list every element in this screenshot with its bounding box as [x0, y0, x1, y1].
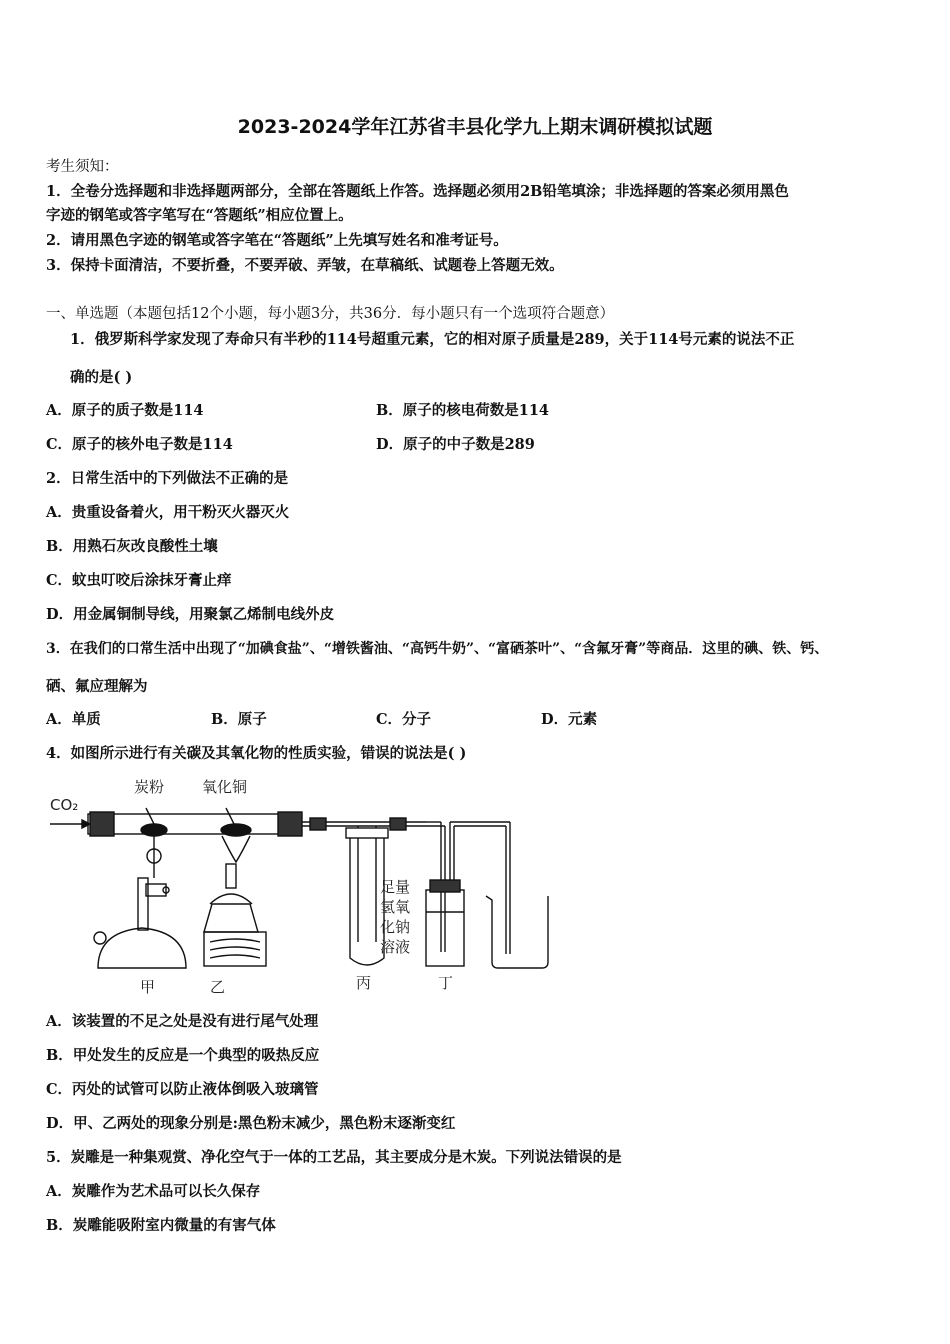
q2-option-b: B．用熟石灰改良酸性土壤: [46, 538, 218, 555]
q5-option-b: B．炭雕能吸附室内微量的有害气体: [46, 1217, 276, 1234]
naoh-label-3: 化钠: [380, 918, 411, 936]
q1-option-b: B．原子的核电荷数是114: [376, 402, 550, 419]
q5-option-a: A．炭雕作为艺术品可以长久保存: [46, 1183, 261, 1200]
q3-option-d: D．元素: [541, 711, 598, 728]
q1-option-d: D．原子的中子数是289: [376, 436, 535, 453]
q1-stem: 1．俄罗斯科学家发现了寿命只有半秒的114号超重元素，它的相对原子质量是289，关于114号元素的说法不正: [70, 331, 795, 348]
q1-option-a: A．原子的质子数是114: [46, 402, 204, 419]
q2-option-a: A．贵重设备着火，用干粉灭火器灭火: [46, 504, 290, 521]
q1-option-c: C．原子的核外电子数是114: [46, 436, 233, 453]
q4-option-d: D．甲、乙两处的现象分别是:黑色粉末减少，黑色粉末逐渐变红: [46, 1115, 456, 1132]
naoh-label-1: 足量: [380, 878, 411, 896]
naoh-label-2: 氢氧: [380, 898, 411, 916]
co2-label: CO₂: [50, 796, 79, 814]
q4-option-a: A．该装置的不足之处是没有进行尾气处理: [46, 1013, 319, 1030]
q3-stem: 3．在我们的口常生活中出现了“加碘食盐”、“增铁酱油、“高钙牛奶”、“富硒茶叶”、“含氟牙膏”等商品．这里的碘、铁、钙、: [46, 641, 829, 657]
q4-stem: 4．如图所示进行有关碳及其氧化物的性质实验，错误的说法是( ): [46, 745, 467, 762]
copper-oxide-label: 氧化铜: [202, 778, 248, 796]
q2-option-d: D．用金属铜制导线，用聚氯乙烯制电线外皮: [46, 606, 335, 623]
q3-option-b: B．原子: [211, 711, 267, 728]
q3-stem-cont: 硒、氟应理解为: [46, 678, 148, 695]
naoh-label-4: 溶液: [380, 938, 411, 956]
label-ding: 丁: [438, 974, 454, 992]
q5-stem: 5．炭雕是一种集观赏、净化空气于一体的工艺品，其主要成分是木炭。下列说法错误的是: [46, 1149, 622, 1166]
label-jia: 甲: [140, 978, 156, 996]
q4-apparatus-figure: [46, 772, 566, 1000]
carbon-powder-label: 炭粉: [134, 778, 165, 796]
notice-item-2: 2．请用黑色字迹的钢笔或答字笔在“答题纸”上先填写姓名和准考证号。: [46, 232, 508, 249]
section-heading: 一、单选题（本题包括12个小题，每小题3分，共36分．每小题只有一个选项符合题意）: [46, 306, 615, 322]
notice-heading: 考生须知：: [46, 159, 119, 175]
page-title: 2023-2024学年江苏省丰县化学九上期末调研模拟试题: [237, 116, 713, 138]
label-yi: 乙: [210, 978, 226, 996]
notice-item-1: 1．全卷分选择题和非选择题两部分，全部在答题纸上作答。选择题必须用2B铅笔填涂；非选择题的答案必须用黑色: [46, 183, 789, 200]
notice-item-1-cont: 字迹的钢笔或答字笔写在“答题纸”相应位置上。: [46, 207, 353, 224]
q3-option-c: C．分子: [376, 711, 432, 728]
q3-option-a: A．单质: [46, 711, 101, 728]
notice-item-3: 3．保持卡面清洁，不要折叠，不要弄破、弄皱，在草稿纸、试题卷上答题无效。: [46, 257, 564, 274]
q4-option-b: B．甲处发生的反应是一个典型的吸热反应: [46, 1047, 320, 1064]
q2-stem: 2．日常生活中的下列做法不正确的是: [46, 470, 289, 487]
q1-stem-cont: 确的是( ): [70, 369, 133, 386]
q2-option-c: C．蚊虫叮咬后涂抹牙膏止痒: [46, 572, 232, 589]
label-bing: 丙: [356, 974, 372, 992]
apparatus-diagram: [46, 772, 566, 1000]
q4-option-c: C．丙处的试管可以防止液体倒吸入玻璃管: [46, 1081, 319, 1098]
